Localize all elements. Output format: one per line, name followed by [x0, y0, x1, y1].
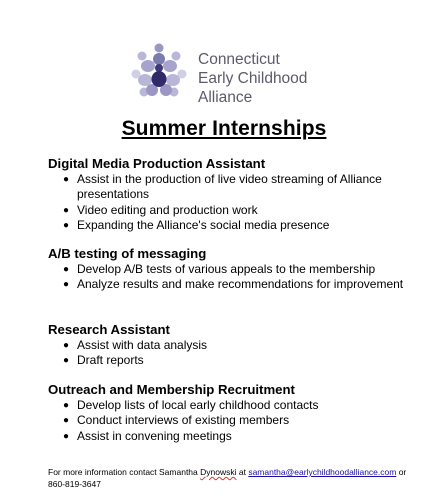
list-item-text: Assist in convening meetings — [77, 428, 232, 443]
list-item-text: Video editing and production work — [77, 202, 258, 217]
bullet-list — [48, 398, 418, 444]
footer-at: at — [236, 467, 249, 477]
bullet-icon: ● — [63, 279, 70, 291]
bullet-list — [48, 262, 418, 293]
bullet-icon: ● — [63, 204, 70, 216]
list-item — [48, 429, 418, 444]
section-ab-testing — [48, 245, 418, 293]
section-heading: A/B testing of messaging — [48, 246, 207, 261]
list-item-text: Assist with data analysis — [77, 338, 208, 352]
section-research-assistant — [48, 321, 418, 369]
contact-phone: 860-819-3647 — [48, 479, 101, 489]
list-item — [48, 172, 418, 203]
logo-line-1: Connecticut — [198, 51, 280, 68]
alliance-logo — [130, 42, 330, 104]
bullet-list — [48, 172, 418, 233]
bullet-icon: ● — [63, 219, 70, 231]
bullet-icon: ● — [63, 400, 70, 411]
footer-or: or — [396, 467, 407, 477]
section-heading: Digital Media Production Assistant — [48, 156, 266, 171]
list-item — [48, 338, 418, 353]
bullet-icon: ● — [63, 355, 70, 367]
list-item-text: Draft reports — [77, 353, 144, 368]
list-item — [48, 353, 418, 368]
email-link[interactable]: samantha@earlychildhoodalliance.com — [248, 467, 397, 477]
logo-wordmark — [198, 50, 307, 107]
list-item-text: Develop A/B tests of various appeals to the membership — [77, 262, 376, 276]
section-digital-media — [48, 155, 418, 233]
section-heading: Research Assistant — [48, 322, 170, 337]
bullet-icon: ● — [63, 340, 70, 351]
contact-name: Dynowski — [200, 467, 237, 477]
list-item — [48, 277, 418, 292]
list-item-text: Expanding the Alliance's social media presence — [77, 217, 330, 232]
list-item-text: Analyze results and make recommendations for improvement — [77, 277, 404, 292]
page-title: Summer Internships — [121, 117, 327, 140]
list-item — [48, 218, 418, 233]
section-heading: Outreach and Membership Recruitment — [48, 382, 295, 397]
list-item — [48, 398, 418, 413]
logo-line-2: Early Childhood — [198, 70, 308, 87]
logo-line-3: Alliance — [198, 89, 253, 106]
bullet-icon: ● — [63, 430, 70, 442]
alliance-logo-mark-icon — [130, 42, 192, 104]
bullet-icon: ● — [63, 174, 70, 185]
list-item-text: Conduct interviews of existing members — [77, 413, 290, 428]
bullet-icon: ● — [63, 415, 70, 427]
list-item — [48, 203, 418, 218]
bullet-icon: ● — [63, 264, 70, 275]
bullet-list — [48, 338, 418, 369]
list-item-text: Develop lists of local early childhood contacts — [77, 398, 319, 412]
list-item-text: Assist in the production of live video streaming of Alliance presentations — [77, 172, 382, 202]
contact-footer — [48, 466, 438, 490]
footer-prefix: For more information contact Samantha — [48, 467, 201, 477]
section-outreach — [48, 381, 418, 444]
list-item — [48, 262, 418, 277]
list-item — [48, 413, 418, 428]
